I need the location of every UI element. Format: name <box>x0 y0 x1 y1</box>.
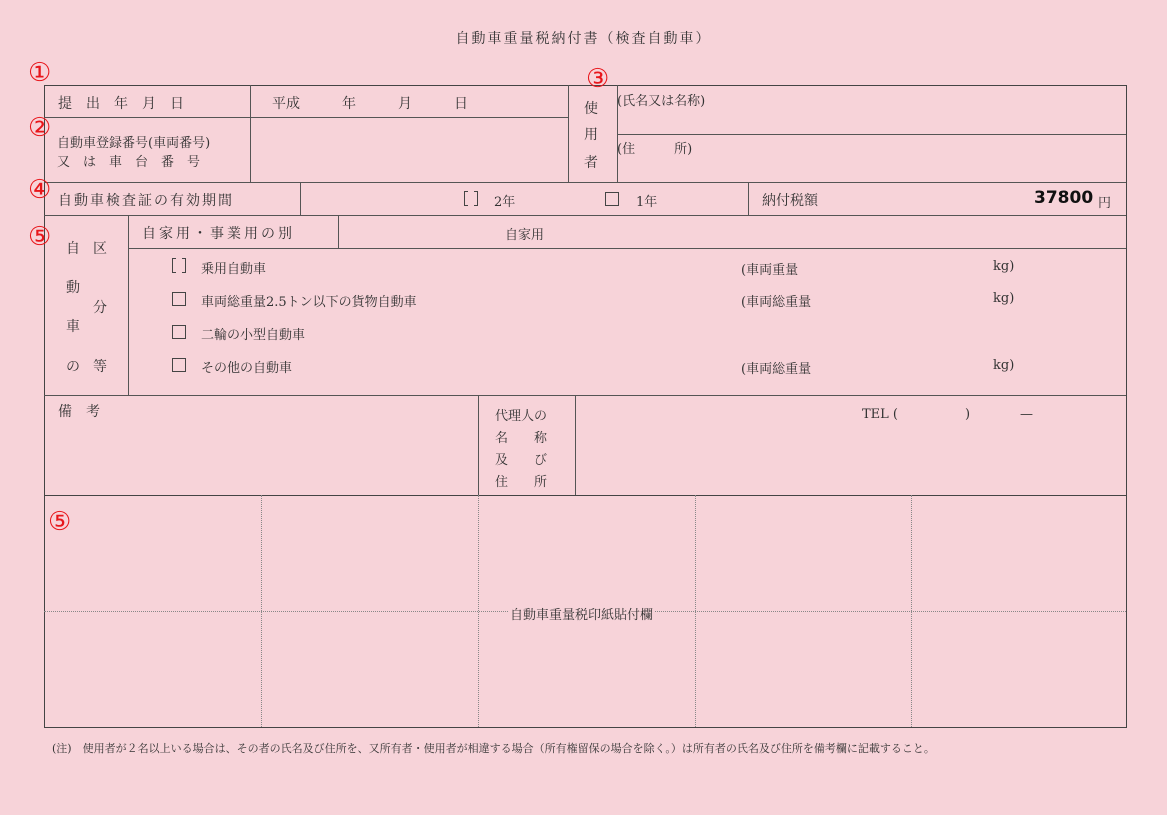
checkbox-passenger[interactable] <box>172 258 186 273</box>
row-other-unit: kg) <box>993 358 1015 373</box>
user-label-3: 者 <box>584 155 598 171</box>
class-label-no: の <box>66 359 80 375</box>
registration-number-field[interactable] <box>251 118 567 181</box>
frame-middle <box>44 495 1127 496</box>
marker-5b: ⑤ <box>48 507 72 537</box>
option-1yr-label: 1年 <box>636 195 658 210</box>
checkbox-other[interactable] <box>172 358 186 372</box>
option-2yr-label: 2年 <box>494 195 516 210</box>
tel-dash: — <box>1020 407 1033 422</box>
checkbox-truck[interactable] <box>172 292 186 306</box>
currency-label: 円 <box>1098 196 1112 211</box>
stamp-area-label: 自動車重量税印紙貼付欄 <box>508 604 655 623</box>
remarks-field[interactable] <box>46 420 476 493</box>
registration-label-line2: 又 は 車 台 番 号 <box>57 155 201 170</box>
submission-date-field[interactable]: 平成 年 月 日 <box>272 96 468 112</box>
user-label-2: 用 <box>584 127 598 143</box>
stamp-area[interactable] <box>46 497 1124 725</box>
agent-label-2: 名 称 <box>495 431 548 446</box>
row-other-weight-label: (車両総重量 <box>741 362 812 377</box>
row-passenger-unit: kg) <box>993 259 1015 274</box>
row-truck-label: 車両総重量2.5トン以下の貨物自動車 <box>201 295 417 310</box>
user-name-field[interactable] <box>618 108 1125 133</box>
agent-label-4: 住 所 <box>495 475 548 490</box>
class-label-do: 動 <box>66 280 80 296</box>
agent-label-1: 代理人の <box>495 409 548 424</box>
form-title: 自動車重量税納付書（検査自動車） <box>455 31 712 47</box>
row-passenger-weight-label: (車両重量 <box>741 263 799 278</box>
class-label-sha: 車 <box>66 319 80 335</box>
row-passenger-label: 乗用自動車 <box>201 262 267 277</box>
marker-1: ① <box>28 58 52 88</box>
class-label-to: 等 <box>93 359 107 375</box>
user-label-1: 使 <box>584 101 598 117</box>
class-label-ku: 区 <box>93 241 107 257</box>
footnote: (注) 使用者が２名以上いる場合は、その者の氏名及び住所を、又所有者・使用者が相違する場合（所有権留保の場合を除く。）は所有者の氏名及び住所を備考欄に記載すること。 <box>52 742 935 755</box>
usage-value[interactable]: 自家用 <box>505 228 545 243</box>
tel-label: TEL ( <box>862 407 898 422</box>
frame-right <box>1126 85 1127 727</box>
user-address-field[interactable] <box>618 156 1125 181</box>
tel-close-paren: ) <box>965 407 971 422</box>
row-truck-unit: kg) <box>993 291 1015 306</box>
frame-bottom <box>44 727 1127 728</box>
registration-label-line1: 自動車登録番号(車両番号) <box>57 136 211 151</box>
remarks-label: 備 考 <box>58 404 100 420</box>
class-label-bun: 分 <box>93 300 107 316</box>
row-motorcycle-label: 二輪の小型自動車 <box>201 328 306 343</box>
checkbox-motorcycle[interactable] <box>172 325 186 339</box>
marker-5: ⑤ <box>28 222 52 252</box>
agent-label-3: 及 び <box>495 453 548 468</box>
tax-amount[interactable]: 37800 <box>1034 188 1094 208</box>
row-other-label: その他の自動車 <box>201 361 293 376</box>
user-address-label: (住 所) <box>617 142 693 157</box>
usage-label: 自家用・事業用の別 <box>142 226 295 242</box>
user-name-label: (氏名又は名称) <box>617 94 706 109</box>
marker-3: ③ <box>586 64 610 94</box>
row-truck-weight-label: (車両総重量 <box>741 295 812 310</box>
inspection-label: 自動車検査証の有効期間 <box>58 193 234 209</box>
marker-2: ② <box>28 113 52 143</box>
checkbox-2yr[interactable] <box>464 191 478 206</box>
marker-4: ④ <box>28 175 52 205</box>
class-label-ji: 自 <box>66 241 80 257</box>
agent-info-field[interactable] <box>577 425 1124 493</box>
checkbox-1yr[interactable] <box>605 192 619 206</box>
tax-label: 納付税額 <box>762 193 818 209</box>
submission-label: 提 出 年 月 日 <box>58 96 184 112</box>
